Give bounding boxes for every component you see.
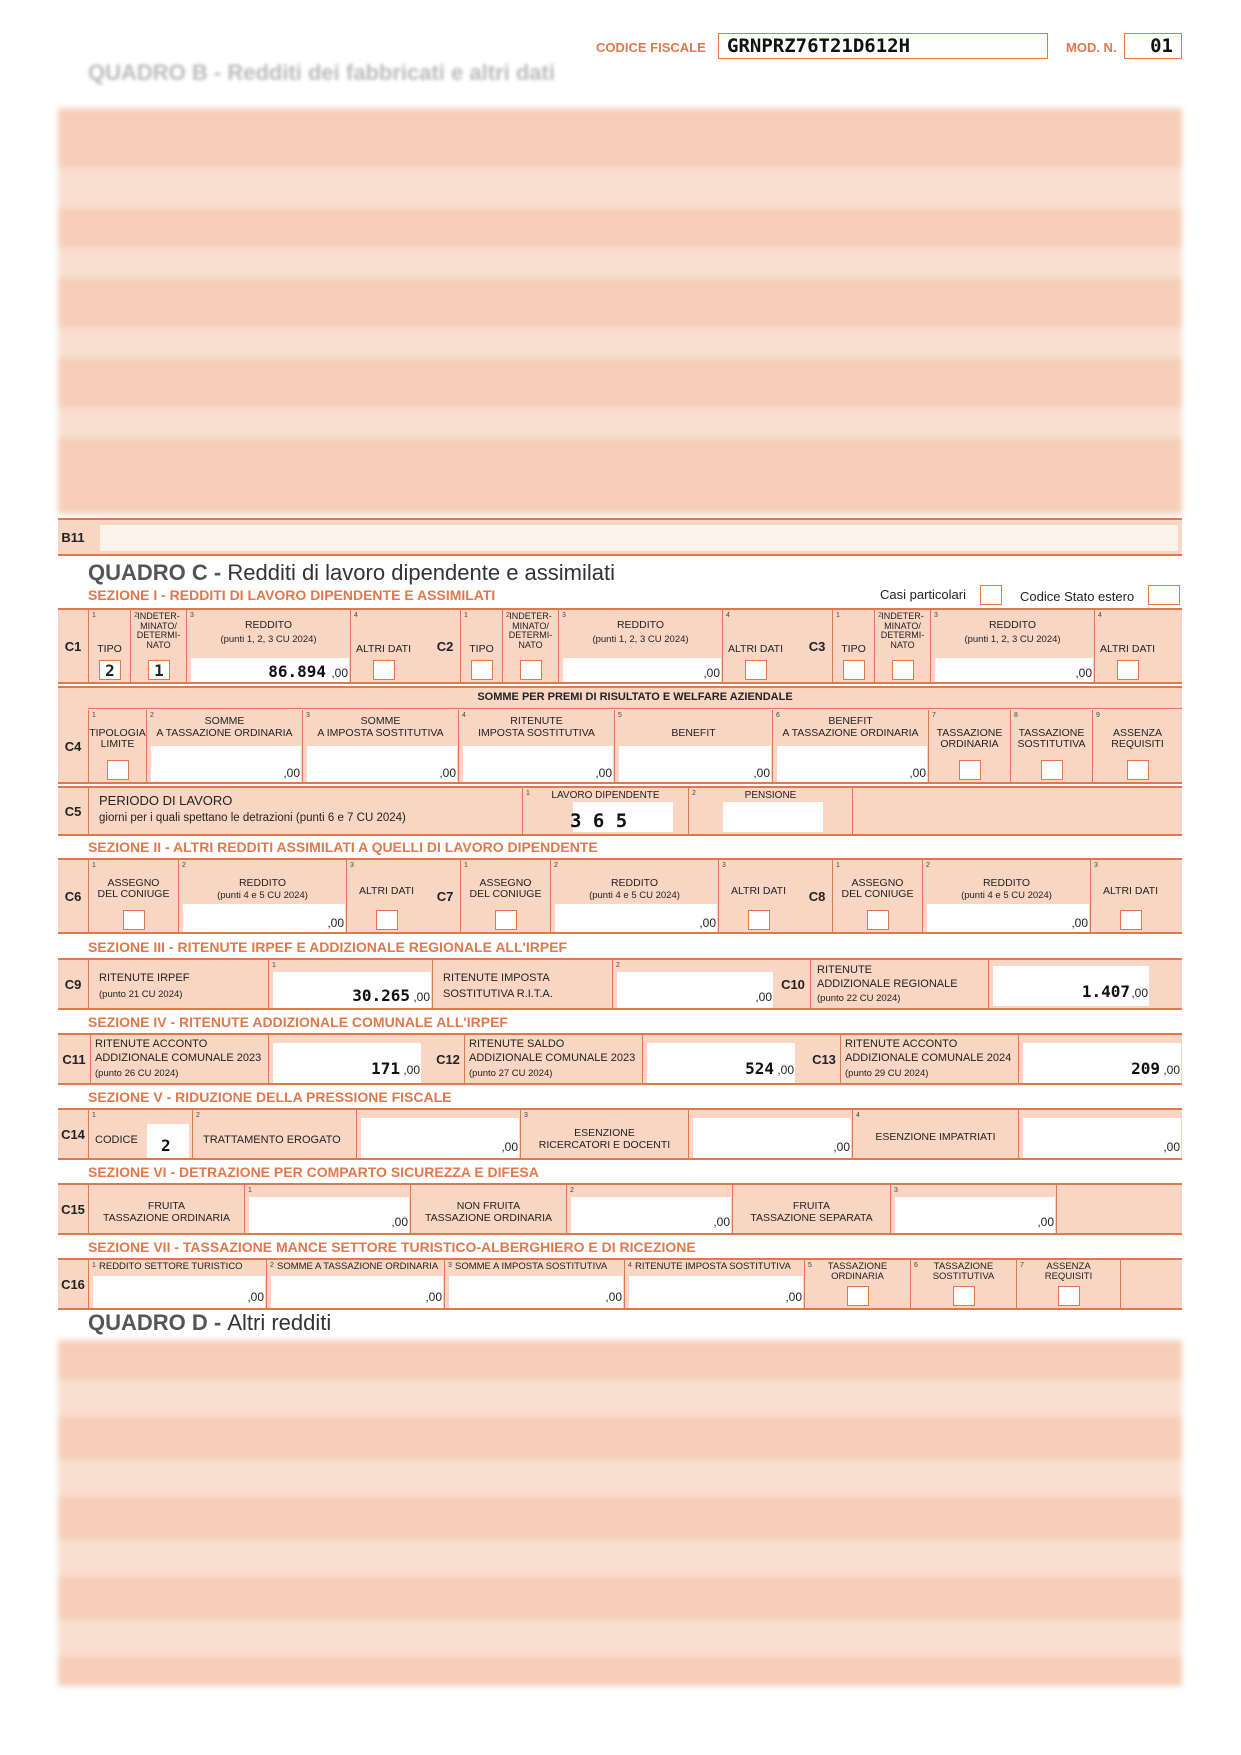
c4-col4b-label: IMPOSTA SOSTITUTIVA	[478, 727, 595, 739]
c16-col7-box[interactable]	[1058, 1286, 1080, 1306]
c4-col8-label: TASSAZIONE SOSTITUTIVA	[1017, 727, 1086, 750]
c4-col4a-label: RITENUTE	[510, 715, 563, 727]
c15-label: C15	[61, 1201, 85, 1217]
c14-trattamento-label: TRATTAMENTO EROGATO	[203, 1134, 341, 1146]
c2-reddito-sub: (punti 1, 2, 3 CU 2024)	[592, 634, 689, 645]
c6-reddito-sub: (punti 4 e 5 CU 2024)	[217, 890, 308, 901]
c11-d1: RITENUTE ACCONTO	[95, 1038, 208, 1050]
c5-pensione-label: PENSIONE	[744, 790, 797, 801]
c5-lavoro-label: LAVORO DIPENDENTE	[551, 790, 660, 801]
c14-codice[interactable]: 2	[161, 1136, 171, 1155]
c1-label: C1	[64, 638, 82, 654]
c7-reddito-field[interactable]	[555, 904, 717, 932]
c4-col5-field[interactable]	[619, 746, 771, 782]
c16-col4-field[interactable]	[629, 1276, 803, 1308]
c6-assegno-label: ASSEGNO DEL CONIUGE	[97, 877, 170, 900]
c2-indeterminato-box[interactable]	[520, 660, 542, 680]
c2-indeterminato-label: INDETER- MINATO/ DETERMI- NATO	[508, 611, 553, 650]
c4-col9-box[interactable]	[1127, 760, 1149, 780]
codice-fiscale-field[interactable]: GRNPRZ76T21D612H	[718, 33, 1048, 59]
codice-stato-label: Codice Stato estero	[1020, 589, 1135, 604]
c8-altri_dati-box[interactable]	[1120, 910, 1142, 930]
c14-label: C14	[61, 1126, 85, 1142]
c4-col3b-label: A IMPOSTA SOSTITUTIVA	[317, 727, 444, 739]
c4-col7-label: TASSAZIONE ORDINARIA	[936, 727, 1003, 750]
c16-col2-field[interactable]	[271, 1276, 443, 1308]
c11-d2: ADDIZIONALE COMUNALE 2023	[95, 1052, 262, 1064]
c6-altri_dati-label: ALTRI DATI	[358, 885, 415, 897]
c15-fruita-ord-field[interactable]	[249, 1197, 409, 1233]
c9-ritenute-irpef[interactable]: 30.265	[352, 986, 410, 1005]
c9-desc3: RITENUTE IMPOSTA	[443, 972, 550, 984]
c1-reddito-sub: (punti 1, 2, 3 CU 2024)	[220, 634, 317, 645]
c8-assegno-label: ASSEGNO DEL CONIUGE	[841, 877, 914, 900]
c16-h1-label: REDDITO SETTORE TURISTICO	[99, 1261, 243, 1272]
c16-h5-label: TASSAZIONE ORDINARIA	[827, 1261, 888, 1282]
c4-col2a-label: SOMME	[204, 715, 245, 727]
c16-h4-label: RITENUTE IMPOSTA SOSTITUTIVA	[635, 1261, 791, 1272]
c3-reddito-sub: (punti 1, 2, 3 CU 2024)	[964, 634, 1061, 645]
c10-addizionale-regionale[interactable]: 1.407	[1081, 982, 1130, 1001]
c13-value[interactable]: 209	[1131, 1059, 1160, 1078]
c14-esenzione-label-2: RICERCATORI E DOCENTI	[538, 1139, 671, 1151]
c11-value[interactable]: 171	[371, 1059, 400, 1078]
c1-altri-dati-box[interactable]	[373, 660, 395, 680]
c15-non-fruita-label-2: TASSAZIONE ORDINARIA	[425, 1212, 552, 1224]
c16-label: C16	[61, 1276, 85, 1292]
sez5-title: SEZIONE V - RIDUZIONE DELLA PRESSIONE FISCALE	[88, 1089, 452, 1105]
c2-reddito-label: REDDITO	[616, 619, 665, 631]
quadro-c-title: QUADRO C - Redditi di lavoro dipendente e assimilati	[88, 560, 616, 585]
sez3-title: SEZIONE III - RITENUTE IRPEF E ADDIZIONALE REGIONALE ALL'IRPEF	[88, 939, 568, 955]
mod-n-field[interactable]: 01	[1124, 33, 1182, 59]
c6-reddito-label: REDDITO	[238, 877, 287, 889]
c1-altri-dati-label: ALTRI DATI	[355, 643, 412, 655]
c1-tipo-box[interactable]: 2	[99, 660, 121, 680]
c4-col1-label: TIPOLOGIA LIMITE	[89, 727, 146, 750]
c3-altri-dati-box[interactable]	[1117, 660, 1139, 680]
c5-desc1: PERIODO DI LAVORO	[99, 793, 233, 808]
c6-reddito-field[interactable]	[183, 904, 345, 932]
c9-label: C9	[64, 976, 82, 992]
c9-desc4: SOSTITUTIVA R.I.T.A.	[443, 988, 553, 1000]
c15-non-fruita-field[interactable]	[571, 1197, 731, 1233]
c10-desc3: (punto 22 CU 2024)	[817, 993, 901, 1004]
c4-col5-label: BENEFIT	[671, 727, 716, 739]
c16-col6-box[interactable]	[953, 1286, 975, 1306]
c8-label: C8	[808, 888, 826, 904]
mod-n-label: MOD. N.	[1066, 40, 1117, 55]
c6-altri_dati-box[interactable]	[376, 910, 398, 930]
c14-codice-label: CODICE	[95, 1134, 138, 1146]
casi-particolari-label: Casi particolari	[880, 587, 966, 602]
c5-label: C5	[64, 803, 82, 819]
c15-separata-field[interactable]	[895, 1197, 1055, 1233]
c3-altri-dati-label: ALTRI DATI	[1099, 643, 1156, 655]
c9-desc1: RITENUTE IRPEF	[99, 972, 190, 984]
c6-label: C6	[64, 888, 82, 904]
c14-impatriati-field[interactable]	[1023, 1118, 1181, 1158]
c4-col2-field[interactable]	[151, 746, 301, 782]
c14-esenzione-field[interactable]	[693, 1118, 851, 1158]
c8-reddito-label: REDDITO	[982, 877, 1031, 889]
c7-assegno-label: ASSEGNO DEL CONIUGE	[469, 877, 542, 900]
c4-col3-field[interactable]	[307, 746, 457, 782]
c16-col5-box[interactable]	[847, 1286, 869, 1306]
quadro-d-title: QUADRO D - Altri redditi	[88, 1310, 332, 1335]
c16-h7-label: ASSENZA REQUISITI	[1044, 1261, 1093, 1282]
c11-label: C11	[62, 1051, 86, 1067]
c9-desc2: (punto 21 CU 2024)	[99, 989, 183, 1000]
c10-label: C10	[781, 976, 805, 992]
c5-giorni-lavoro[interactable]: 3 6 5	[570, 810, 628, 832]
c11-d3: (punto 26 CU 2024)	[95, 1068, 179, 1079]
c1-indeterminato-box[interactable]: 1	[148, 660, 170, 680]
c4-col1-box[interactable]	[107, 760, 129, 780]
c3-indeterminato-box[interactable]	[892, 660, 914, 680]
c3-tipo-box[interactable]	[843, 660, 865, 680]
tax-form-page: CODICE FISCALE GRNPRZ76T21D612H MOD. N. 01 QUADRO B - Redditi dei fabbricati e altri dati B11 QUADRO C - Redditi di lavoro dipendente e assimilati SEZIONE I - REDDITI DI LAVORO DIPENDENTE E ASSIMILATI Casi particolari Codice Stato estero SOMME PER PREMI DI RISULTATO E WELFARE AZIENDALE C4 C5 PERIODO DI LAVORO giorni per i quali spettano le detrazioni (punti 6 e 7 CU 2024) 1 LAVORO DIPENDENTE 3 6 5 2 PENSIONE SEZIONE II - ALTRI REDDITI ASSIMILATI A QUELLI DI LAVORO DIPENDENTE SEZIONE III - RITENUTE IRPEF E ADDIZIONALE REGIONALE ALL'IRPEF C9 RITENUTE IRPEF (punto 21 CU 2024) 1 30.265 ,00 RITENUTE IMPOSTA SOSTITUTIVA R.I.T.A. 2 ,00 C10 RITENUTE ADDIZIONALE REGIONALE (punto 22 CU 2024) 1.407 ,00 SEZIONE IV - RITENUTE ADDIZIONALE COMUNALE ALL'IRPEF SEZIONE V - RIDUZIONE DELLA PRESSIONE FISCALE C14 1 CODICE 2 2 TRATTAMENTO EROGATO ,00 3 ESENZIONE RICERCATORI E DOCENTI ,00 4 ESENZIONE IMPATRIATI ,00 SEZIONE VI - DETRAZIONE PER COMPARTO SICUREZZA E DIFESA C15 FRUITA TASSAZIONE ORDINARIA 1 ,00 NON FRUITA TASSAZIONE ORDINARIA 2 ,00 FRUITA TASSAZIONE SEPARATA 3 ,00 SEZIONE VII - TASSAZIONE MANCE SETTORE TURISTICO-ALBERGHIERO E DI RICEZIONE C16 QUADRO D - Altri redditi C1 1 TIPO 2 2 INDETER- MINATO/ DETERMI- NATO 1 3 REDDITO (punti 1, 2, 3 CU 2024) 86.894 ,00 4 ALTRI DATI C2 1 TIPO 2 INDETER- MINATO/ DETERMI- NATO 3 REDDITO (punti 1, 2, 3 CU 2024) ,00 4 ALTRI DATI C3 1 TIPO 2 INDETER- MINATO/ DETERMI- NATO 3 REDDITO (punti 1, 2, 3 CU 2024) ,00 4 ALTRI DATI 1 TIPOLOGIA LIMITE 2 SOMME A TASSAZIONE ORDINARIA ,00 3 SOMME A IMPOSTA SOSTITUTIVA ,00 4 RITENUTE IMPOSTA SOSTITUTIVA ,00 5 BENEFIT ,00 6 BENEFIT A TASSAZIONE ORDINARIA ,00 7 TASSAZIONE ORDINARIA 8 TASSAZIONE SOSTITUTIVA 9 ASSENZA REQUISITI C6 1 ASSEGNO DEL CONIUGE 2 REDDITO (punti 4 e 5 CU 2024) ,00 3 ALTRI DATI C7 1 ASSEGNO DEL CONIUGE 2 REDDITO (punti 4 e 5 CU 2024) ,00 3 ALTRI DATI C8 1 ASSEGNO DEL CONIUGE 2 REDDITO (punti 4 e 5 CU 2024) ,00 3 ALTRI DATI C11 RITENUTE ACCONTO ADDIZIONALE COMUNALE 2023 (punto 26 CU 2024) 171 ,00 C12 RITENUTE SALDO ADDIZIONALE COMUNALE 2023 (punto 27 CU 2024) 524 ,00 C13 RITENUTE ACCONTO ADDIZIONALE COMUNALE 2024 (punto 29 CU 2024) 209 ,00 1 REDDITO SETTORE TURISTICO ,00 2 SOMME A TASSAZIONE ORDINARIA ,00 3 SOMME A IMPOSTA SOSTITUTIVA ,00 4 RITENUTE IMPOSTA SOSTITUTIVA ,00 5 TASSAZIONE ORDINARIA 6 TASSAZIONE SOSTITUTIVA 7 ASSENZA REQUISITI	[0, 0, 1241, 1755]
c15-separata-label-2: TASSAZIONE SEPARATA	[750, 1212, 873, 1224]
c1-indeterminato-label: INDETER- MINATO/ DETERMI- NATO	[136, 611, 181, 650]
quadro-b-title: QUADRO B - Redditi dei fabbricati e altri dati	[88, 60, 555, 85]
c3-indeterminato-label: INDETER- MINATO/ DETERMI- NATO	[880, 611, 925, 650]
c6-assegno-box[interactable]	[123, 910, 145, 930]
sez1-title: SEZIONE I - REDDITI DI LAVORO DIPENDENTE E ASSIMILATI	[88, 587, 496, 603]
c12-d3: (punto 27 CU 2024)	[469, 1068, 553, 1079]
casi-particolari-box[interactable]	[980, 585, 1002, 605]
c7-altri_dati-label: ALTRI DATI	[730, 885, 787, 897]
c4-col9-label: ASSENZA REQUISITI	[1111, 727, 1164, 750]
c7-assegno-box[interactable]	[495, 910, 517, 930]
c16-h3-label: SOMME A IMPOSTA SOSTITUTIVA	[455, 1261, 608, 1272]
c8-reddito-sub: (punti 4 e 5 CU 2024)	[961, 890, 1052, 901]
c2-altri-dati-box[interactable]	[745, 660, 767, 680]
c10-desc2: ADDIZIONALE REGIONALE	[817, 978, 958, 990]
quadro-b-blurred	[58, 108, 1182, 514]
c4-col4-field[interactable]	[463, 746, 613, 782]
c15-non-fruita-label: NON FRUITA	[456, 1200, 521, 1212]
c12-d2: ADDIZIONALE COMUNALE 2023	[469, 1052, 636, 1064]
c4-col6a-label: BENEFIT	[828, 715, 873, 727]
c4-band-title: SOMME PER PREMI DI RISULTATO E WELFARE AZIENDALE	[477, 691, 793, 703]
c4-col6b-label: A TASSAZIONE ORDINARIA	[782, 727, 919, 739]
c14-trattamento-field[interactable]	[361, 1118, 519, 1158]
c16-h2-label: SOMME A TASSAZIONE ORDINARIA	[277, 1261, 439, 1272]
c13-d2: ADDIZIONALE COMUNALE 2024	[845, 1052, 1012, 1064]
c7-reddito-label: REDDITO	[610, 877, 659, 889]
c4-col6-field[interactable]	[777, 746, 927, 782]
c8-reddito-field[interactable]	[927, 904, 1089, 932]
c4-col7-box[interactable]	[959, 760, 981, 780]
c1-reddito-label: REDDITO	[244, 619, 293, 631]
c2-altri-dati-label: ALTRI DATI	[727, 643, 784, 655]
c7-label: C7	[436, 888, 454, 904]
c3-reddito-label: REDDITO	[988, 619, 1037, 631]
c4-col3a-label: SOMME	[360, 715, 401, 727]
quadro-d-blurred	[58, 1340, 1182, 1686]
c3-label: C3	[808, 638, 826, 654]
c2-tipo-label: TIPO	[469, 643, 494, 655]
c14-esenzione-label: ESENZIONE	[574, 1127, 635, 1139]
c13-d1: RITENUTE ACCONTO	[845, 1038, 958, 1050]
c12-d1: RITENUTE SALDO	[469, 1038, 565, 1050]
b11-label: B11	[61, 529, 85, 545]
c9-rita-field[interactable]	[617, 972, 773, 1008]
c15-separata-label: FRUITA	[792, 1200, 831, 1212]
c15-fruita-label: FRUITA	[147, 1200, 186, 1212]
c12-value[interactable]: 524	[745, 1059, 774, 1078]
c5-giorni-pensione[interactable]	[723, 802, 823, 832]
c13-label: C13	[812, 1051, 836, 1067]
c4-label: C4	[64, 738, 82, 754]
c2-tipo-box[interactable]	[471, 660, 493, 680]
sez7-title: SEZIONE VII - TASSAZIONE MANCE SETTORE TURISTICO-ALBERGHIERO E DI RICEZIONE	[88, 1239, 696, 1255]
c3-tipo-label: TIPO	[841, 643, 866, 655]
c1-reddito[interactable]: 86.894	[268, 662, 326, 681]
sez4-title: SEZIONE IV - RITENUTE ADDIZIONALE COMUNALE ALL'IRPEF	[88, 1014, 508, 1030]
c16-h6-label: TASSAZIONE SOSTITUTIVA	[932, 1261, 995, 1282]
c12-label: C12	[436, 1051, 460, 1067]
c7-reddito-sub: (punti 4 e 5 CU 2024)	[589, 890, 680, 901]
c10-desc1: RITENUTE	[817, 964, 872, 976]
c1-tipo-label: TIPO	[97, 643, 122, 655]
sez6-title: SEZIONE VI - DETRAZIONE PER COMPARTO SICUREZZA E DIFESA	[88, 1164, 539, 1180]
c13-d3: (punto 29 CU 2024)	[845, 1068, 929, 1079]
c2-label: C2	[436, 638, 454, 654]
sez2-title: SEZIONE II - ALTRI REDDITI ASSIMILATI A QUELLI DI LAVORO DIPENDENTE	[88, 839, 598, 855]
c16-col3-field[interactable]	[449, 1276, 623, 1308]
c5-desc2: giorni per i quali spettano le detrazioni (punti 6 e 7 CU 2024)	[99, 812, 406, 824]
codice-stato-box[interactable]	[1148, 585, 1180, 605]
c8-assegno-box[interactable]	[867, 910, 889, 930]
c4-col2b-label: A TASSAZIONE ORDINARIA	[156, 727, 293, 739]
c8-altri_dati-label: ALTRI DATI	[1102, 885, 1159, 897]
c16-col1-field[interactable]	[93, 1276, 265, 1308]
codice-fiscale-label: CODICE FISCALE	[596, 40, 706, 55]
c15-fruita-label-2: TASSAZIONE ORDINARIA	[103, 1212, 230, 1224]
c4-col8-box[interactable]	[1041, 760, 1063, 780]
c7-altri_dati-box[interactable]	[748, 910, 770, 930]
c14-impatriati-label: ESENZIONE IMPATRIATI	[875, 1131, 996, 1143]
